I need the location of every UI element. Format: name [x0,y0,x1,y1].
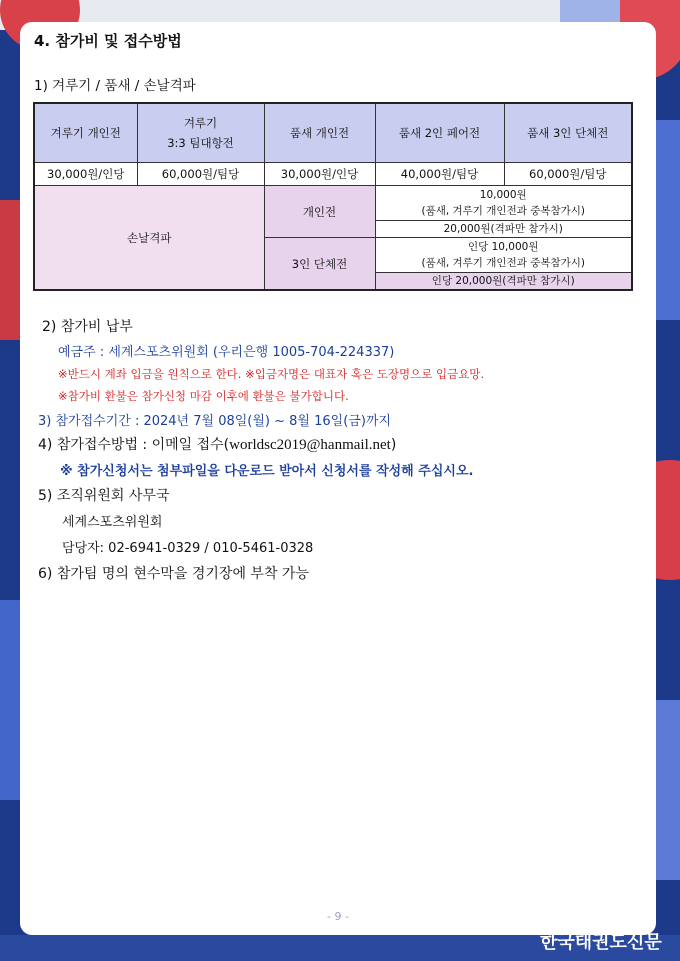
watermark-text: 한국태권도신문 [540,932,662,953]
breaking-team-fee-cell [375,238,632,273]
method-prefix: 4) 참가접수방법 : 이메일 접수( [38,437,230,453]
document-page [20,22,656,935]
banner-note: 6) 참가팀 명의 현수막을 경기장에 부착 가능 [38,566,309,582]
office-name: 세계스포츠위원회 [62,515,163,530]
period-text: 3) 참가접수기간 : 2024년 7월 08일(월) ~ 8월 16일(금)까지 [38,414,392,429]
payment-note-1: ※반드시 계좌 입금을 원칙으로 한다. ※입금자명은 대표자 혹은 도장명으로 입금요망. [58,367,485,381]
breaking-team-fee: 인당 10,000원 [467,241,539,253]
page-number: - 9 - [327,910,349,923]
fee-table-header-row [34,103,632,163]
breaking-team-label: 3인 단체전 [264,238,375,291]
header-cell: 품새 3인 단체전 [504,103,632,163]
breaking-individual-alt: 20,000원(격파만 참가시) [375,221,632,238]
fee-cell: 30,000원/인당 [264,163,375,186]
office-title: 5) 조직위원회 사무국 [38,488,170,504]
breaking-individual-row-a [34,186,632,221]
method-suffix: ) [390,437,397,453]
breaking-individual-label: 개인전 [264,186,375,238]
method-email-link[interactable]: worldsc2019@hanmail.net [229,437,391,453]
header-cell: 겨루기 3:3 팀대항전 [137,103,264,163]
header-cell: 품새 2인 페어전 [375,103,504,163]
section-title: 4. 참가비 및 접수방법 [34,32,182,50]
fee-cell: 60,000원/팀당 [504,163,632,186]
fee-cell: 30,000원/인당 [34,163,137,186]
breaking-team-note: (품새, 겨루기 개인전과 중복참가시) [421,257,586,269]
header-cell: 품새 개인전 [264,103,375,163]
payment-account: 예금주 : 세계스포츠위원회 (우리은행 1005-704-224337) [58,345,395,360]
header-cell: 겨루기 개인전 [34,103,137,163]
fee-cell: 40,000원/팀당 [375,163,504,186]
breaking-team-alt: 인당 20,000원(격파만 참가시) [375,273,632,291]
breaking-individual-note: (품새, 겨루기 개인전과 중복참가시) [421,205,586,217]
payment-note-2: ※참가비 환불은 참가신청 마감 이후에 환불은 불가합니다. [58,389,349,403]
breaking-label-cell: 손날격파 [34,186,264,291]
subsection-title: 1) 겨루기 / 품새 / 손날격파 [34,78,196,94]
method-note: ※ 참가신청서는 첨부파일을 다운로드 받아서 신청서를 작성해 주십시오. [60,464,474,479]
fee-table-value-row [34,163,632,186]
fee-table [33,102,633,291]
method-line [38,434,396,454]
office-contact: 담당자: 02-6941-0329 / 010-5461-0328 [62,541,314,556]
breaking-individual-fee: 10,000원 [479,189,527,201]
fee-cell: 60,000원/팀당 [137,163,264,186]
payment-title: 2) 참가비 납부 [42,319,133,335]
breaking-individual-fee-cell [375,186,632,221]
